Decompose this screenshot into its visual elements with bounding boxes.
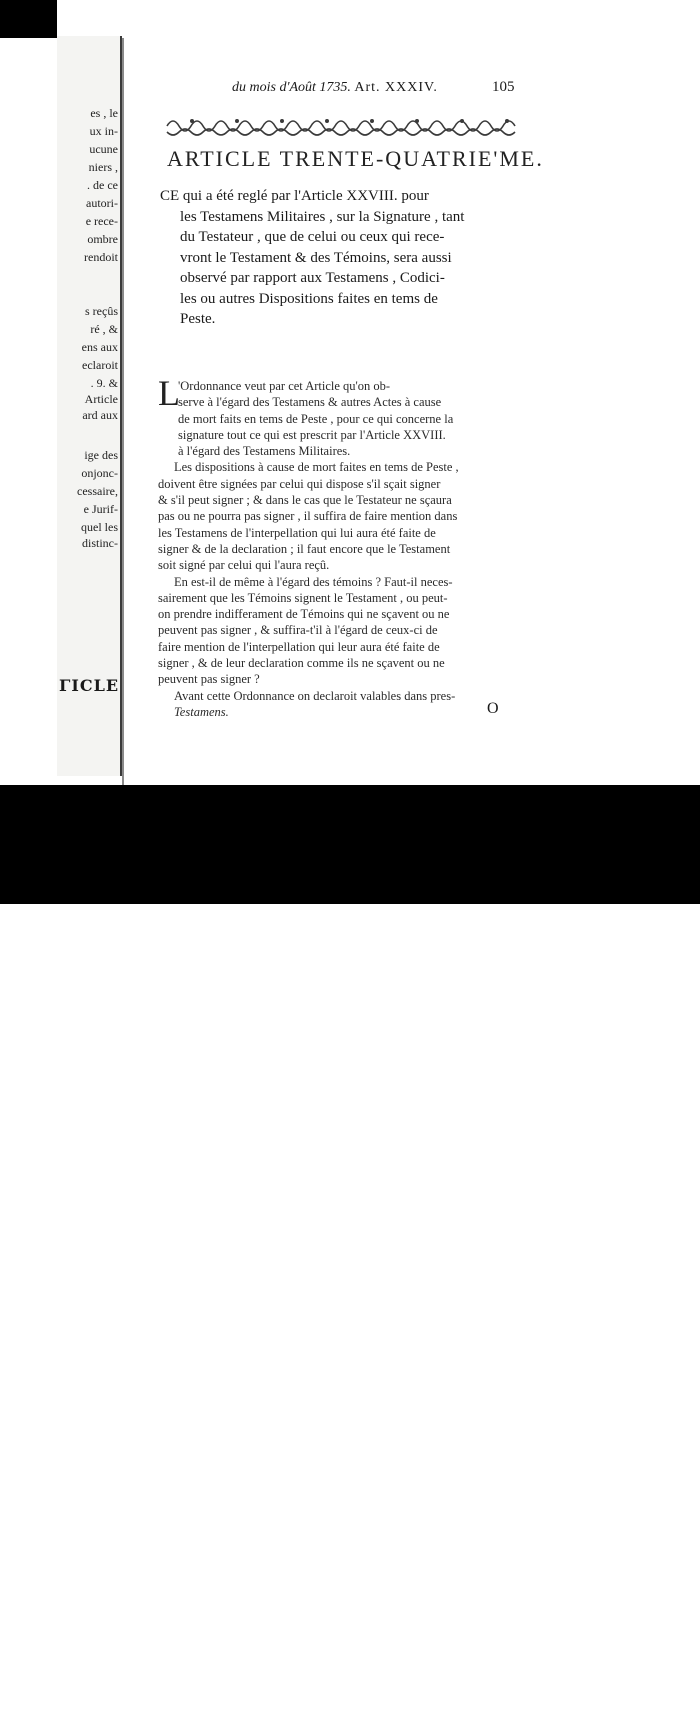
previous-page-line: Article xyxy=(84,392,118,406)
ornament-icon xyxy=(162,113,522,139)
running-head xyxy=(232,80,438,96)
body-line: faire mention de l'interpellation qui leur aura été faite de xyxy=(158,639,440,654)
previous-page-line: cessaire, xyxy=(77,484,118,498)
previous-page-line: ombre xyxy=(87,232,118,246)
page-number: 105 xyxy=(492,79,515,95)
body-line: signer & de la declaration ; il faut encore que le Testament xyxy=(158,541,451,556)
previous-page-line: onjonc- xyxy=(81,466,118,480)
article-title: ARTICLE TRENTE-QUATRIE'ME. xyxy=(167,146,544,171)
body-line: signer , & de leur declaration comme ils ne sçavent ou ne xyxy=(158,656,445,671)
body-line: peuvent pas signer ? xyxy=(158,672,260,687)
body-line: Les dispositions à cause de mort faites en tems de Peste , xyxy=(174,460,459,475)
signature-mark: O xyxy=(487,700,499,717)
previous-page-line: ens aux xyxy=(81,340,118,354)
previous-page-line: ux in- xyxy=(89,124,118,138)
body-line: serve à l'égard des Testamens & autres Actes à cause xyxy=(178,395,442,410)
body-line: de mort faits en tems de Peste , pour ce qui concerne la xyxy=(178,411,454,426)
body-line: Testamens. xyxy=(174,704,229,719)
previous-page-line: e Jurif- xyxy=(83,502,118,516)
previous-page-line: ucune xyxy=(89,142,118,156)
body-line: 'Ordonnance veut par cet Article qu'on ob- xyxy=(178,379,391,393)
page-gutter xyxy=(122,38,124,785)
summary-line: les ou autres Dispositions faites en tems de xyxy=(180,290,438,307)
summary-line: Peste. xyxy=(180,311,216,327)
body-line: signature tout ce qui est prescrit par l'Article XXVIII. xyxy=(178,427,446,442)
previous-page-line: s reçûs xyxy=(85,304,118,318)
body-line: à l'égard des Testamens Militaires. xyxy=(178,444,351,459)
summary-line: CE qui a été reglé par l'Article XXVIII. pour xyxy=(160,188,429,204)
previous-page-line: . de ce xyxy=(87,178,118,192)
previous-page-line: rendoit xyxy=(84,250,118,264)
running-head-text: du mois d'Août 1735. xyxy=(232,80,351,95)
running-head-article: Art. XXXIV. xyxy=(354,80,438,95)
body-line: pas ou ne pourra pas signer , il suffira de faire mention dans xyxy=(158,509,458,524)
article-body xyxy=(158,373,528,720)
body-line: Avant cette Ordonnance on declaroit valables dans pres- xyxy=(174,688,456,703)
previous-page-line: quel les xyxy=(81,520,118,534)
previous-page-line: es , le xyxy=(90,106,118,120)
previous-page-line: autori- xyxy=(86,196,118,210)
drop-cap: L xyxy=(158,373,180,413)
scan-border xyxy=(0,0,57,38)
book-page xyxy=(122,38,700,785)
body-line: les Testamens de l'interpellation qui lui aura été faite de xyxy=(158,525,436,540)
previous-page-line: e rece- xyxy=(85,214,118,228)
summary-line: les Testamens Militaires , sur la Signature , tant xyxy=(180,208,465,225)
scan-artifact xyxy=(530,1615,700,1715)
summary-line: observé par rapport aux Testamens , Codici- xyxy=(180,270,445,286)
previous-page-line: ré , & xyxy=(90,322,118,336)
previous-page-edge xyxy=(57,36,122,776)
summary-line: du Testateur , que de celui ou ceux qui rece- xyxy=(180,229,445,245)
previous-page-line: . 9. & xyxy=(90,376,118,390)
body-line: & s'il peut signer ; & dans le cas que le Testateur ne sçaura xyxy=(158,493,452,508)
scan-border xyxy=(0,785,700,904)
article-summary xyxy=(160,186,520,330)
previous-page-footer: ΓICLE xyxy=(59,676,120,695)
body-line: soit signé par celui qui l'aura reçû. xyxy=(158,558,330,573)
body-line: sairement que les Témoins signent le Testament , ou peut- xyxy=(158,590,448,605)
body-line: doivent être signées par celui qui dispose s'il sçait signer xyxy=(158,476,441,491)
previous-page-line: ard aux xyxy=(82,408,118,422)
body-line: En est-il de même à l'égard des témoins ? Faut-il neces- xyxy=(174,574,453,589)
previous-page-line: niers , xyxy=(88,160,118,174)
previous-page-line: ige des xyxy=(84,448,118,462)
previous-page-line: eclaroit xyxy=(82,358,118,372)
body-line: peuvent pas signer , & suffira-t'il à l'égard de ceux-ci de xyxy=(158,623,438,638)
previous-page-line: distinc- xyxy=(82,536,118,550)
summary-line: vront le Testament & des Témoins, sera aussi xyxy=(180,249,452,266)
body-line: on prendre indifferament de Témoins qui ne sçavent ou ne xyxy=(158,607,450,622)
